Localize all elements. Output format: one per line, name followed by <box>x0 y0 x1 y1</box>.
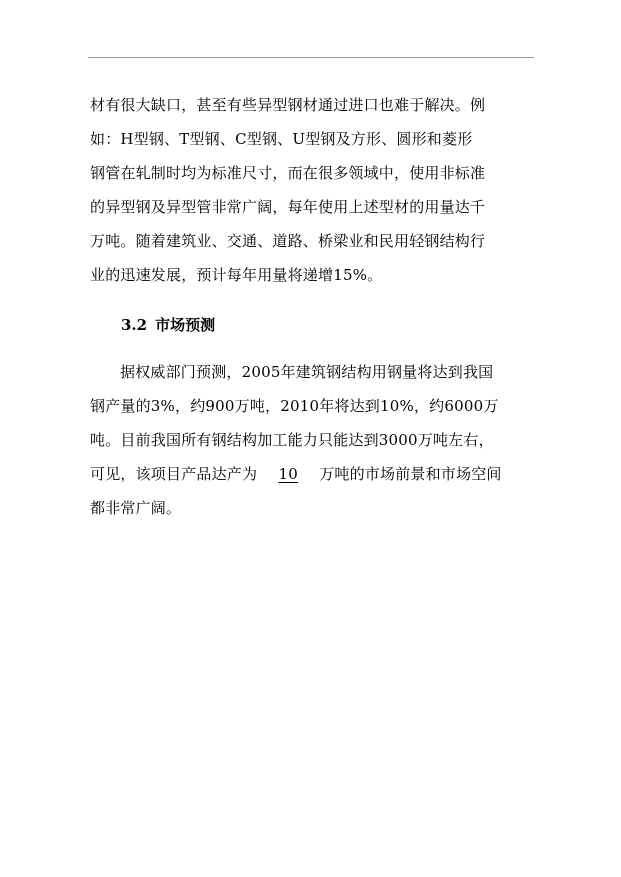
header-rule <box>88 57 534 58</box>
line-suffix: 万吨的市场前景和市场空间 <box>319 465 502 483</box>
paragraph-line: 钢产量的3%，约900万吨，2010年将达到10%，约6000万 <box>90 397 499 415</box>
paragraph-continuation <box>90 88 534 292</box>
section-number: 3.2 <box>121 316 148 334</box>
paragraph-market-forecast <box>90 355 534 525</box>
paragraph-line: 的异型钢及异型管非常广阔，每年使用上述型材的用量达千 <box>90 198 486 216</box>
paragraph-line: 都非常广阔。 <box>90 499 182 517</box>
paragraph-line: 据权威部门预测，2005年建筑钢结构用钢量将达到我国 <box>120 363 494 381</box>
line-prefix: 可见，该项目产品达产为 <box>90 465 258 483</box>
paragraph-line: 万吨。随着建筑业、交通、道路、桥梁业和民用轻钢结构行 <box>90 232 486 250</box>
section-heading <box>121 308 215 342</box>
section-title: 市场预测 <box>155 316 216 334</box>
underlined-capacity-value: 10 <box>278 465 298 483</box>
paragraph-line-with-blank <box>90 457 534 491</box>
paragraph-line: 吨。目前我国所有钢结构加工能力只能达到3000万吨左右， <box>90 431 494 449</box>
paragraph-line: 钢管在轧制时均为标准尺寸，而在很多领域中，使用非标准 <box>90 164 486 182</box>
paragraph-line: 材有很大缺口，甚至有些异型钢材通过进口也难于解决。例 <box>90 96 486 114</box>
paragraph-line: 业的迅速发展，预计每年用量将递增15%。 <box>90 266 383 284</box>
paragraph-line: 如：H型钢、T型钢、C型钢、U型钢及方形、圆形和菱形 <box>90 130 473 148</box>
